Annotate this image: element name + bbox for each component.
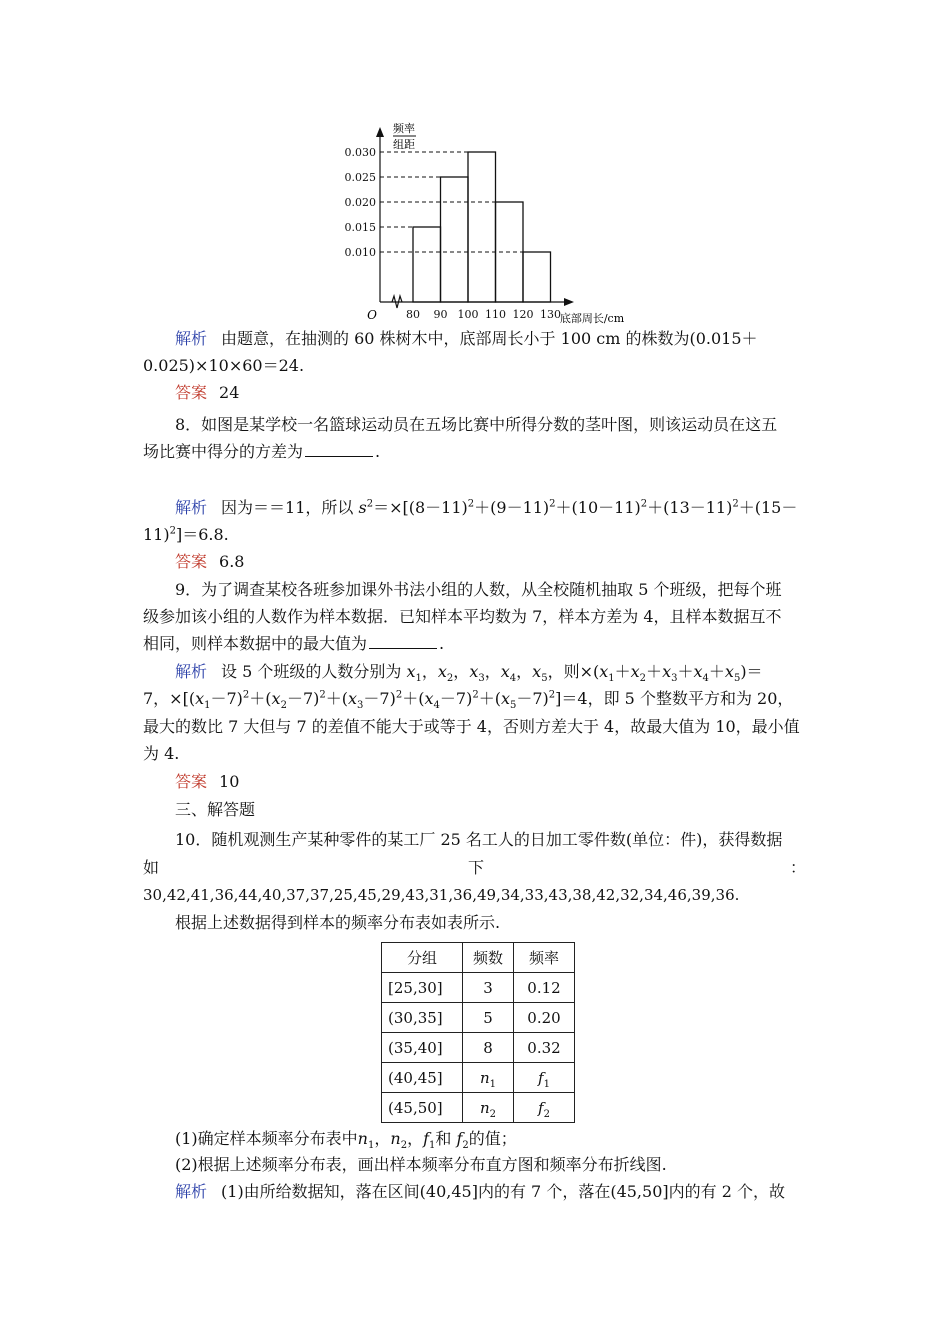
origin-label: O (367, 308, 377, 322)
table-header: 分组 (382, 943, 463, 973)
p9-solution-line4: 为 4. (143, 744, 180, 763)
table-cell: $f_1$ (514, 1063, 575, 1093)
answer-blank (369, 634, 437, 649)
table-row (382, 1003, 575, 1033)
p10-data-line: 30,42,41,36,44,40,37,37,25,45,29,43,31,36,49,34,33,43,38,42,32,34,46,39,36. (143, 886, 740, 904)
section-heading: 三、解答题 (175, 800, 256, 819)
p7-answer (175, 382, 239, 404)
p7-solution-line2: 0.025)×10×60＝24. (143, 356, 305, 375)
table-cell: (35,40] (382, 1033, 463, 1063)
table-cell: 0.20 (514, 1003, 575, 1033)
p8-answer (175, 551, 244, 573)
p8-question-line2: 场比赛中得分的方差为 . (143, 442, 381, 461)
answer-value: 6.8 (219, 552, 245, 571)
p10-question-line1: 10．随机观测生产某种零件的某工厂 25 名工人的日加工零件数(单位：件)，获得数据 (175, 830, 783, 849)
table-row (382, 1093, 575, 1123)
y-axis-label-top: 频率 (393, 122, 415, 135)
p9-question-line1: 9．为了调查某校各班参加课外书法小组的人数，从全校随机抽取 5 个班级，把每个班 (175, 580, 782, 599)
table-cell: (45,50] (382, 1093, 463, 1123)
y-tick-label: 0.010 (344, 246, 376, 259)
p9-question-line3: 相同，则样本数据中的最大值为 . (143, 634, 445, 653)
x-tick-label: 100 (457, 308, 479, 321)
p7-solution-line1: 解析 由题意，在抽测的 60 株树木中，底部周长小于 100 cm 的株数为(0.015＋ (175, 329, 758, 348)
table-cell: (30,35] (382, 1003, 463, 1033)
table-cell: 3 (463, 973, 514, 1003)
table-cell: 0.32 (514, 1033, 575, 1063)
solution-label: 解析 (175, 662, 208, 681)
table-cell: 5 (463, 1003, 514, 1033)
answer-label: 答案 (175, 772, 208, 791)
y-tick-label: 0.025 (344, 171, 376, 184)
histogram-bar (413, 227, 441, 302)
p9-solution-line1: 解析 设 5 个班级的人数分别为 $x_1$，$x_2$，$x_3$，$x_4$，$x_5$，则$\times(x_1+x_2+x_3+x_4+x_5)=$ (175, 662, 763, 685)
p8-solution-line1: 解析 因为＝＝11，所以 $s^2=\times[(8-11)^2+(9-11)^2+(10-11)^2+(13-11)^2+(15-$ (175, 498, 798, 517)
x-axis-arrow (564, 298, 574, 306)
p10-subquestion-1: (1)确定样本频率分布表中$n_1$，$n_2$，$f_1$和 $f_2$的值； (175, 1129, 517, 1152)
p10-intro: 根据上述数据得到样本的频率分布表如表所示. (175, 913, 501, 932)
histogram-bar (523, 252, 551, 302)
x-tick-label: 110 (485, 308, 506, 321)
y-axis-label-bottom: 组距 (393, 138, 415, 151)
answer-label: 答案 (175, 383, 208, 402)
p8-solution-line2: 11)$^2$]＝6.8. (143, 525, 229, 544)
p8-question-line1: 8．如图是某学校一名篮球运动员在五场比赛中所得分数的茎叶图，则该运动员在这五 (175, 415, 778, 434)
table-cell: $f_2$ (514, 1093, 575, 1123)
p9-answer (175, 771, 239, 793)
answer-value: 10 (219, 772, 240, 791)
y-tick-label: 0.030 (344, 146, 376, 159)
table-header: 频数 (463, 943, 514, 973)
histogram-bar (468, 152, 496, 302)
x-tick-label: 120 (512, 308, 534, 321)
answer-value: 24 (219, 383, 240, 402)
x-tick-label: 130 (540, 308, 561, 321)
x-tick-label: 80 (406, 308, 420, 321)
table-header: 频率 (514, 943, 575, 973)
p9-solution-line2: 7，$\times[(x_1-7)^2+(x_2-7)^2+(x_3-7)^2+(x_4-7)^2+(x_5-7)^2]=4$，即 5 个整数平方和为 20， (143, 689, 794, 712)
table-cell: 0.12 (514, 973, 575, 1003)
answer-blank (305, 442, 373, 457)
table-cell: 8 (463, 1033, 514, 1063)
y-tick-label: 0.020 (344, 196, 376, 209)
frequency-table (381, 942, 575, 1123)
p10-question-line2-a: 如 (143, 858, 160, 877)
p10-question-line2-b: 下 (468, 858, 485, 877)
solution-label: 解析 (175, 1182, 208, 1201)
solution-label: 解析 (175, 498, 208, 517)
answer-label: 答案 (175, 552, 208, 571)
table-row (382, 1063, 575, 1093)
table-cell: [25,30] (382, 973, 463, 1003)
table-cell: $n_1$ (463, 1063, 514, 1093)
table-header-row (382, 943, 575, 973)
y-tick-label: 0.015 (344, 221, 376, 234)
histogram-bar (441, 177, 469, 302)
p9-question-line2: 级参加该小组的人数作为样本数据．已知样本平均数为 7，样本方差为 4，且样本数据互不 (143, 607, 782, 626)
chart-axes (376, 127, 574, 308)
p9-solution-line3: 最大的数比 7 大但与 7 的差值不能大于或等于 4，否则方差大于 4，故最大值为 10，最小值 (143, 717, 800, 736)
p10-question-line2-c: ： (790, 858, 807, 877)
solution-label: 解析 (175, 329, 208, 348)
table-row (382, 1033, 575, 1063)
table-cell: (40,45] (382, 1063, 463, 1093)
x-tick-label: 90 (433, 308, 448, 321)
x-axis-label: 底部周长/cm (559, 312, 625, 325)
y-axis-arrow (376, 127, 384, 137)
table-cell: $n_2$ (463, 1093, 514, 1123)
frequency-histogram (340, 112, 640, 327)
p10-subquestion-2: (2)根据上述频率分布表，画出样本频率分布直方图和频率分布折线图. (175, 1155, 667, 1174)
p10-solution-line1: 解析 (1)由所给数据知，落在区间(40,45]内的有 7 个，落在(45,50]内的有 2 个，故 (175, 1182, 785, 1201)
table-row (382, 973, 575, 1003)
